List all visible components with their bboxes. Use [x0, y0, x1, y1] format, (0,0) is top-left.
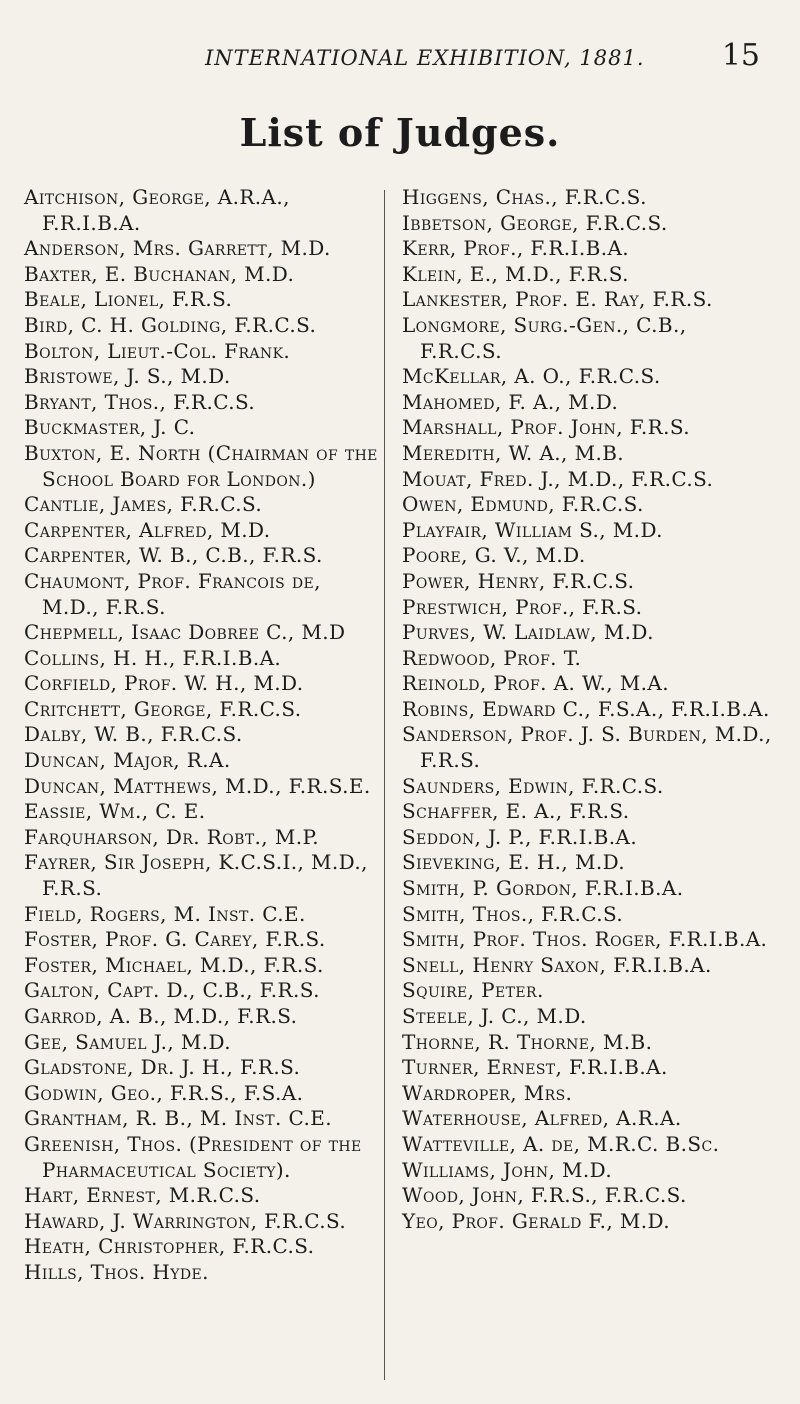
judge-entry: Greenish, Thos. (President of the Pharmaceutical Society). — [24, 1131, 362, 1182]
judge-entry: Cantlie, James, F.R.C.S. — [24, 492, 263, 517]
judge-entry: Bird, C. H. Golding, F.R.C.S. — [24, 312, 317, 337]
judge-entry: Watteville, A. de, M.R.C. B.Sc. — [402, 1131, 720, 1156]
judge-entry: Chepmell, Isaac Dobree C., M.D — [24, 620, 346, 645]
judge-entry: Waterhouse, Alfred, A.R.A. — [402, 1106, 682, 1131]
judge-entry: Higgens, Chas., F.R.C.S. — [402, 185, 647, 209]
judge-entry: Smith, P. Gordon, F.R.I.B.A. — [402, 876, 684, 901]
judge-entry: Fayrer, Sir Joseph, K.C.S.I., M.D., F.R.S. — [24, 850, 368, 901]
judge-entry: Carpenter, Alfred, M.D. — [24, 517, 271, 542]
judge-entry: Saunders, Edwin, F.R.C.S. — [402, 773, 664, 798]
judge-entry: Bryant, Thos., F.R.C.S. — [24, 389, 256, 414]
judge-entry: Dalby, W. B., F.R.C.S. — [24, 722, 243, 747]
judge-entry: Redwood, Prof. T. — [402, 645, 582, 670]
judge-entry: Turner, Ernest, F.R.I.B.A. — [402, 1055, 668, 1080]
judge-entry: Aitchison, George, A.R.A., F.R.I.B.A. — [24, 185, 290, 235]
judge-entry: Buckmaster, J. C. — [24, 415, 196, 440]
judge-entry: Smith, Prof. Thos. Roger, F.R.I.B.A. — [402, 927, 768, 952]
judge-entry: Heath, Christopher, F.R.C.S. — [24, 1234, 315, 1259]
judge-entry: Grantham, R. B., M. Inst. C.E. — [24, 1106, 333, 1131]
judge-entry: Chaumont, Prof. Francois de, M.D., F.R.S. — [24, 568, 321, 619]
judge-entry: Field, Rogers, M. Inst. C.E. — [24, 901, 306, 926]
judge-entry: Longmore, Surg.-Gen., C.B., F.R.C.S. — [402, 312, 687, 363]
judge-entry: Klein, E., M.D., F.R.S. — [402, 261, 629, 286]
judge-entry: Hills, Thos. Hyde. — [24, 1259, 209, 1284]
judge-entry: Kerr, Prof., F.R.I.B.A. — [402, 236, 630, 261]
judge-entry: Snell, Henry Saxon, F.R.I.B.A. — [402, 952, 712, 977]
judge-entry: Lankester, Prof. E. Ray, F.R.S. — [402, 287, 713, 312]
judge-entry: Foster, Michael, M.D., F.R.S. — [24, 952, 324, 977]
judge-entry: Playfair, William S., M.D. — [402, 517, 663, 542]
judge-entry: Power, Henry, F.R.C.S. — [402, 568, 635, 593]
judge-entry: Sanderson, Prof. J. S. Burden, M.D., F.R.S. — [402, 722, 772, 773]
judge-entry: Garrod, A. B., M.D., F.R.S. — [24, 1004, 298, 1028]
judge-entry: Mouat, Fred. J., M.D., F.R.C.S. — [402, 466, 714, 491]
judge-entry: Seddon, J. P., F.R.I.B.A. — [402, 824, 638, 849]
judge-entry: Ibbetson, George, F.R.C.S. — [402, 210, 668, 235]
judge-entry: Buxton, E. North (Chairman of the School Board for London.) — [24, 440, 378, 491]
judge-entry: Beale, Lionel, F.R.S. — [24, 287, 233, 312]
judge-entry: Duncan, Major, R.A. — [24, 748, 231, 773]
judge-entry: Squire, Peter. — [402, 978, 544, 1003]
page-number: 15 — [721, 38, 760, 73]
running-head — [0, 28, 800, 88]
right-column — [402, 185, 774, 1234]
judge-entry: Critchett, George, F.R.C.S. — [24, 696, 302, 721]
judge-entry: Haward, J. Warrington, F.R.C.S. — [24, 1208, 347, 1233]
judge-entry: Yeo, Prof. Gerald F., M.D. — [402, 1208, 670, 1233]
judge-entry: Meredith, W. A., M.B. — [402, 440, 625, 465]
judge-entry: Wood, John, F.R.S., F.R.C.S. — [402, 1183, 687, 1208]
judge-entry: Bolton, Lieut.-Col. Frank. — [24, 338, 291, 363]
judge-entry: Steele, J. C., M.D. — [402, 1004, 587, 1028]
judge-entry: Mahomed, F. A., M.D. — [402, 389, 619, 414]
left-column — [24, 185, 382, 1286]
judge-entry: Carpenter, W. B., C.B., F.R.S. — [24, 543, 323, 568]
column-divider — [384, 190, 385, 1380]
judge-entry: Gee, Samuel J., M.D. — [24, 1029, 232, 1054]
judge-entry: Purves, W. Laidlaw, M.D. — [402, 620, 654, 645]
judge-entry: Collins, H. H., F.R.I.B.A. — [24, 645, 282, 670]
judge-entry: Sieveking, E. H., M.D. — [402, 850, 626, 875]
running-title: INTERNATIONAL EXHIBITION, 1881. — [205, 46, 645, 70]
judge-entry: Wardroper, Mrs. — [402, 1080, 573, 1105]
judge-entry: Galton, Capt. D., C.B., F.R.S. — [24, 978, 320, 1003]
judge-entry: Robins, Edward C., F.S.A., F.R.I.B.A. — [402, 696, 770, 721]
judge-entry: Farquharson, Dr. Robt., M.P. — [24, 824, 320, 849]
judge-entry: McKellar, A. O., F.R.C.S. — [402, 364, 661, 389]
judge-entry: Williams, John, M.D. — [402, 1157, 613, 1182]
judge-entry: Thorne, R. Thorne, M.B. — [402, 1029, 653, 1054]
judge-entry: Duncan, Matthews, M.D., F.R.S.E. — [24, 773, 371, 798]
judge-entry: Godwin, Geo., F.R.S., F.S.A. — [24, 1080, 304, 1105]
judge-entry: Eassie, Wm., C. E. — [24, 799, 206, 824]
judge-entry: Anderson, Mrs. Garrett, M.D. — [24, 236, 331, 261]
judge-entry: Hart, Ernest, M.R.C.S. — [24, 1183, 261, 1208]
judge-entry: Corfield, Prof. W. H., M.D. — [24, 671, 304, 696]
judge-entry: Smith, Thos., F.R.C.S. — [402, 901, 624, 926]
judge-entry: Prestwich, Prof., F.R.S. — [402, 594, 643, 619]
judge-entry: Poore, G. V., M.D. — [402, 543, 586, 568]
judge-entry: Owen, Edmund, F.R.C.S. — [402, 492, 644, 517]
page-heading: List of Judges. — [239, 110, 561, 155]
judge-entry: Gladstone, Dr. J. H., F.R.S. — [24, 1055, 301, 1080]
judge-entry: Baxter, E. Buchanan, M.D. — [24, 261, 295, 286]
judge-entry: Schaffer, E. A., F.R.S. — [402, 799, 630, 824]
judge-entry: Foster, Prof. G. Carey, F.R.S. — [24, 927, 326, 952]
judge-entry: Bristowe, J. S., M.D. — [24, 364, 231, 389]
judge-entry: Reinold, Prof. A. W., M.A. — [402, 671, 670, 696]
judge-entry: Marshall, Prof. John, F.R.S. — [402, 415, 691, 440]
